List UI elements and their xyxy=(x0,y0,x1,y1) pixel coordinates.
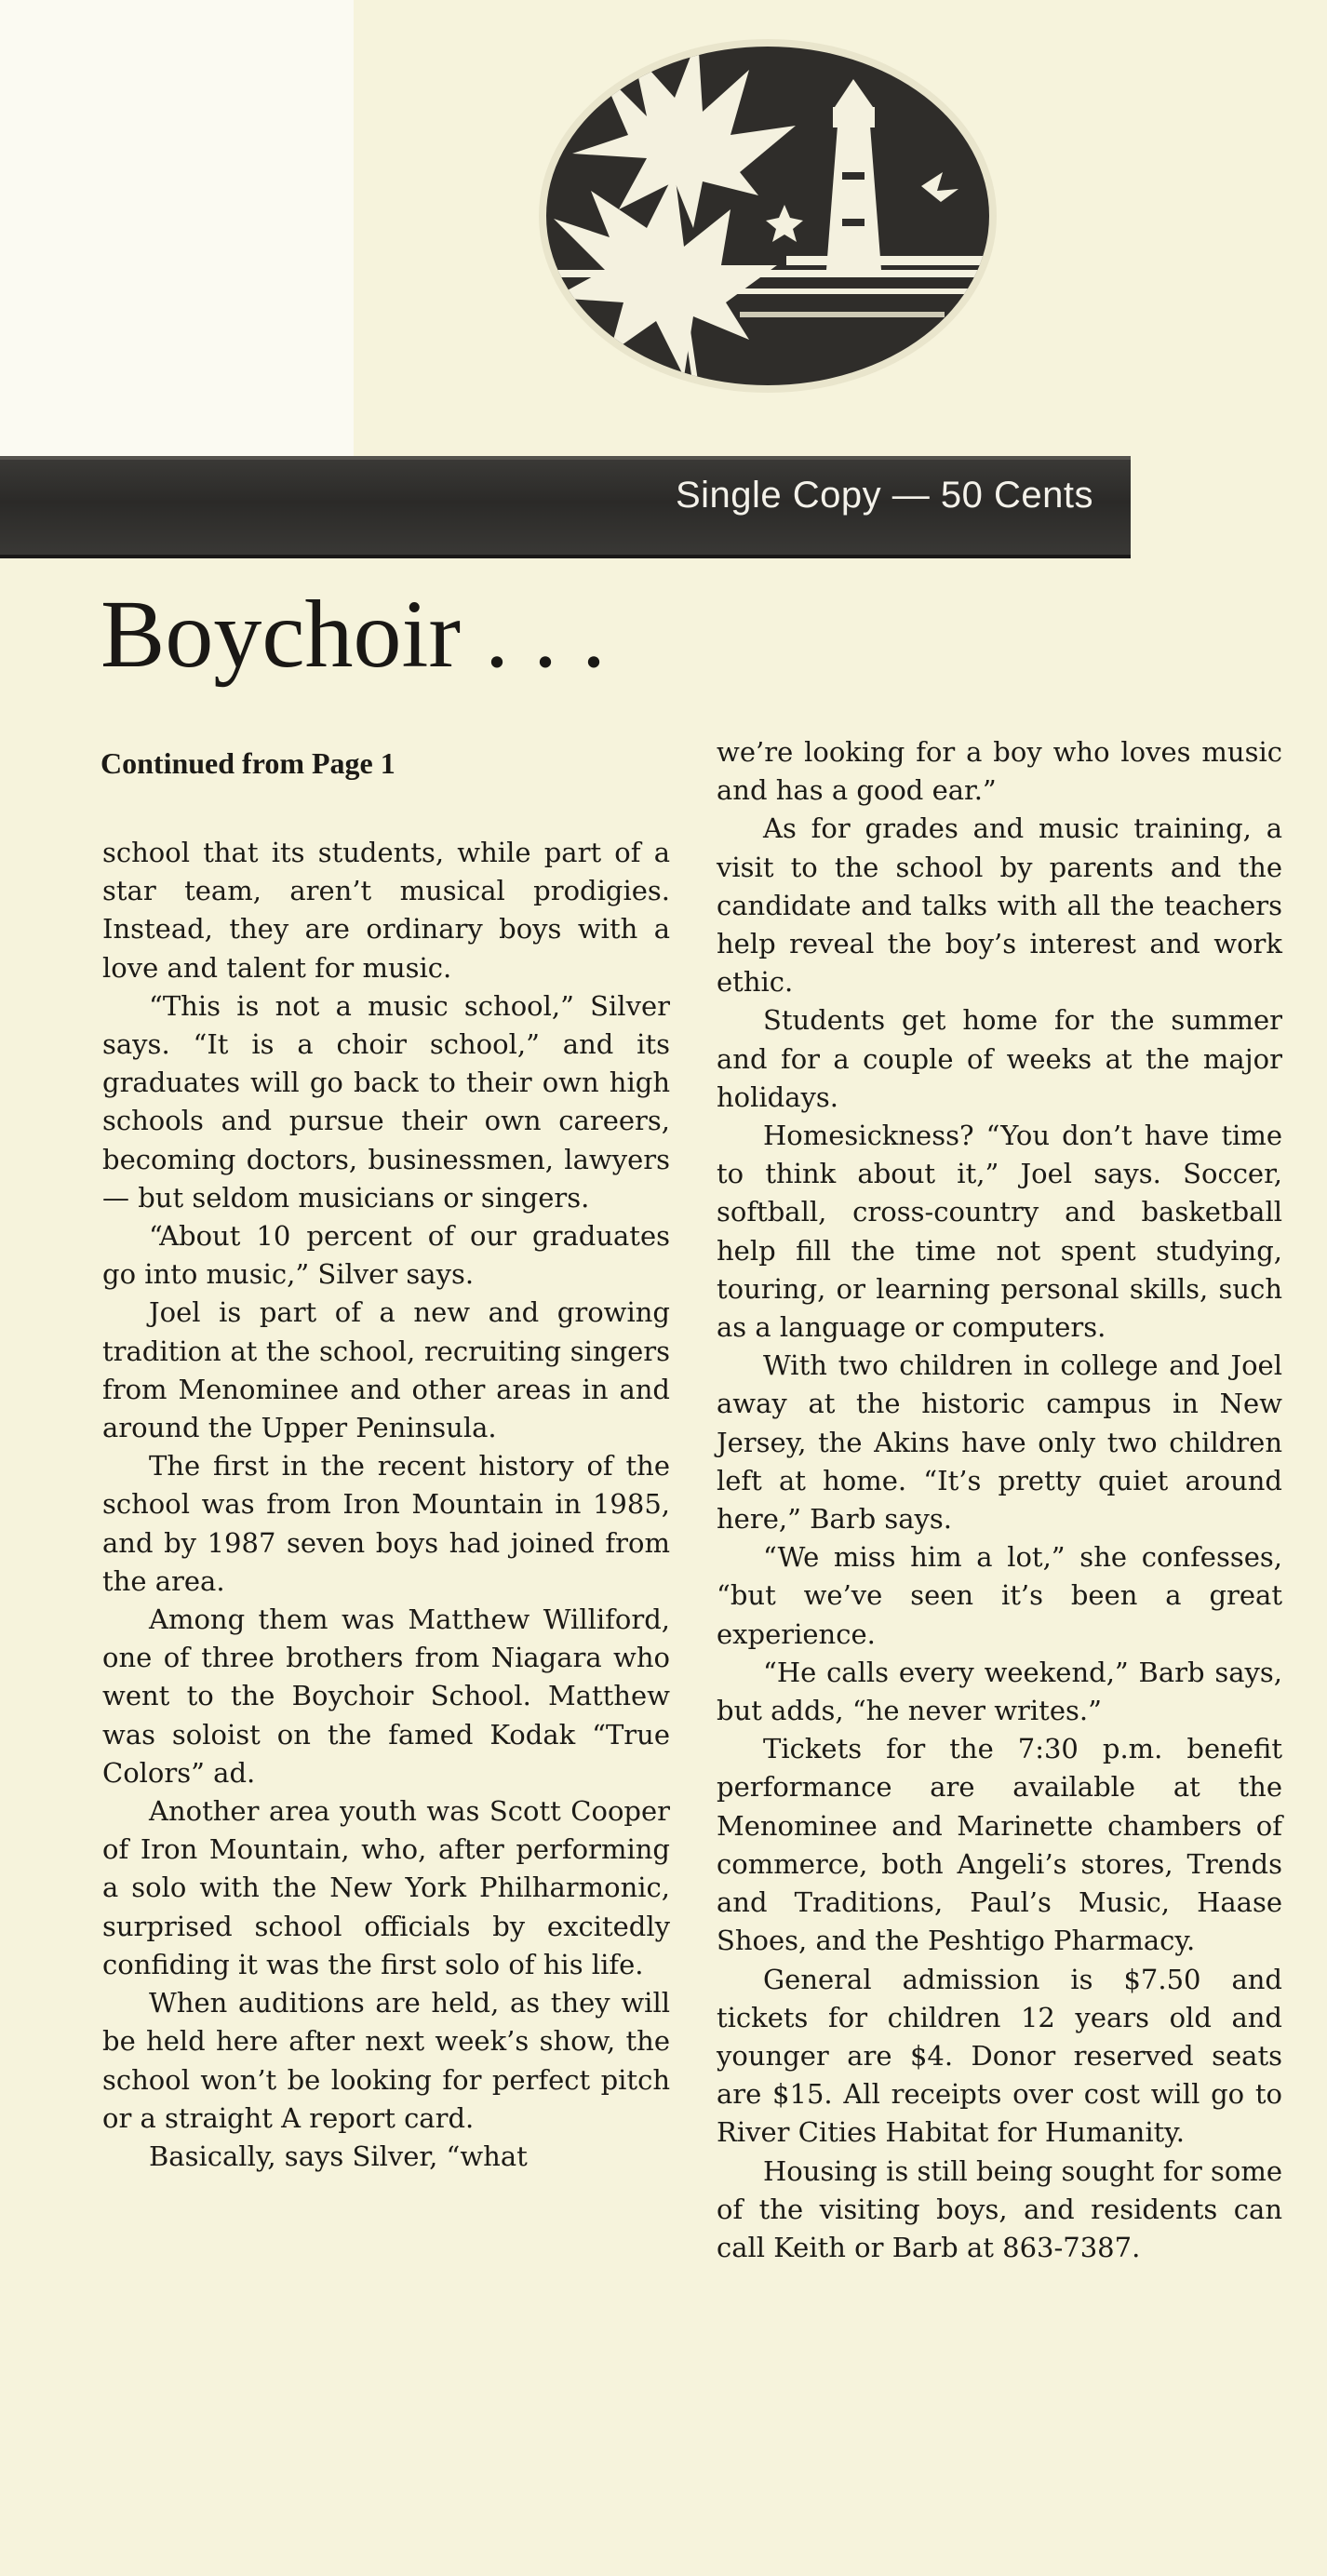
paragraph: Among them was Matthew Williford, one of three brothers from Niagara who went to the Boychoir School. Matthew was soloist on the famed Kodak “True Colors” ad. xyxy=(102,1603,670,1789)
paragraph: “He calls every weekend,” Barb says, but adds, “he never writes.” xyxy=(717,1656,1282,1727)
paragraph: Tickets for the 7:30 p.m. benefit performance are available at the Menominee and Marinette chambers of commerce, both Angeli’s stores, Trends and Traditions, Paul’s Music, Haase Shoes, and the Peshtigo Pharmacy. xyxy=(717,1733,1282,1957)
paragraph: When auditions are held, as they will be held here after next week’s show, the school won’t be looking for perfect pitch or a straight A report card. xyxy=(102,1987,670,2134)
right-column xyxy=(717,733,1282,2267)
lighthouse-maple-leaf-logo-icon xyxy=(535,33,1000,400)
price-label: Single Copy — 50 Cents xyxy=(675,475,1093,516)
left-column xyxy=(102,745,670,2176)
paragraph: Basically, says Silver, “what xyxy=(149,2140,528,2172)
paragraph: Homesickness? “You don’t have time to think about it,” Joel says. Soccer, softball, cross-country and basketball help fill the time not spent studying, touring, or learning personal skills, such as a language or computers. xyxy=(717,1120,1282,1344)
price-banner xyxy=(0,456,1131,558)
paragraph: Joel is part of a new and growing tradition at the school, recruiting singers from Menominee and other areas in and around the Upper Peninsula. xyxy=(102,1296,670,1444)
paragraph: The first in the recent history of the school was from Iron Mountain in 1985, and by 1987 seven boys had joined from the area. xyxy=(102,1450,670,1597)
paragraph: “We miss him a lot,” she confesses, “but we’ve seen it’s been a great experience. xyxy=(717,1541,1282,1650)
paragraph: school that its students, while part of a star team, aren’t musical prodigies. Instead, they are ordinary boys with a love and talent for music. xyxy=(102,837,670,984)
headline: Boychoir . . . xyxy=(101,581,607,688)
paragraph: “About 10 percent of our graduates go into music,” Silver says. xyxy=(102,1220,670,1291)
paragraph: Housing is still being sought for some of the visiting boys, and residents can call Keith or Barb at 863-7387. xyxy=(717,2154,1282,2263)
paragraph: Another area youth was Scott Cooper of Iron Mountain, who, after performing a solo with the New York Philharmonic, surprised school officials by excitedly confiding it was the first solo of his life. xyxy=(102,1795,670,1980)
paragraph: General admission is $7.50 and tickets for children 12 years old and younger are $4. Donor reserved seats are $15. All receipts over cost will go to River Cities Habitat for Humanity. xyxy=(717,1963,1282,2149)
paragraph: “This is not a music school,” Silver says. “It is a choir school,” and its graduates will go back to their own high schools and pursue their own careers, becoming doctors, businessmen, lawyers — but seldom musicians or singers. xyxy=(102,989,670,1214)
paragraph: we’re looking for a boy who loves music and has a good ear.” xyxy=(717,736,1282,807)
paragraph: With two children in college and Joel away at the historic campus in New Jersey, the Akins have only two children left at home. “It’s pretty quiet around here,” Barb says. xyxy=(717,1349,1282,1536)
continued-from-label: Continued from Page 1 xyxy=(101,746,395,780)
paragraph: Students get home for the summer and for a couple of weeks at the major holidays. xyxy=(717,1004,1282,1113)
paper-margin xyxy=(0,0,354,456)
paragraph: As for grades and music training, a visit to the school by parents and the candidate and talks with all the teachers help reveal the boy’s interest and work ethic. xyxy=(717,812,1282,999)
